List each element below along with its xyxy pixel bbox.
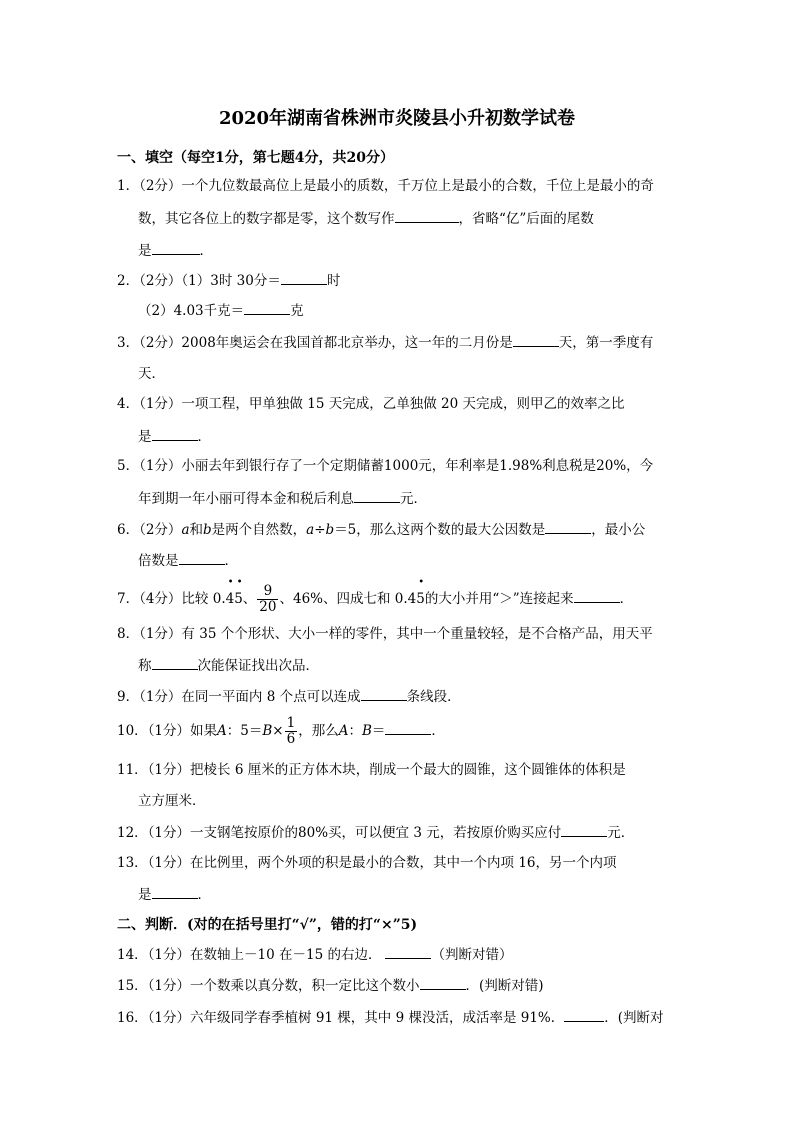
question-number: 13．	[117, 855, 148, 871]
question-number: 11．	[117, 762, 148, 778]
section-heading-true-false: 二、判断．(对的在括号里打“√”，错的打“×”5)	[117, 917, 418, 933]
question-13: 13．（1分）在比例里，两个外项的积是最小的合数，其中一个内项 16，另一个内项	[117, 855, 617, 871]
question-1-line-3: 是 ．	[138, 240, 213, 261]
question-number: 8．	[117, 626, 140, 642]
question-number: 1．	[117, 178, 140, 194]
question-14: 14．（1分）在数轴上－10 在－15 的右边． （判断对错）	[117, 944, 512, 965]
question-5-line-2: 年到期一年小丽可得本金和税后利息 元．	[138, 488, 427, 509]
fraction: $\frac{9}{20}$	[259, 583, 277, 615]
question-12: 12．（1分）一支钢笔按原价的80%买，可以便宜 3 元，若按原价购买应付 元．	[117, 822, 634, 843]
answer-blank	[545, 519, 591, 534]
answer-blank	[244, 300, 290, 315]
answer-blank	[385, 944, 431, 959]
answer-blank	[354, 488, 400, 503]
question-13-line-2: 是 ．	[138, 884, 211, 905]
question-number: 4．	[117, 396, 140, 412]
question-1: 1．（2分）一个九位数最高位上是最小的质数，千万位上是最小的合数，千位上是最小的奇	[117, 178, 654, 194]
question-number: 14．	[117, 947, 148, 963]
answer-blank	[281, 270, 327, 285]
answer-blank	[564, 1007, 604, 1022]
question-number: 10．	[117, 723, 148, 739]
question-3-line-2: 天．	[138, 366, 165, 382]
question-1-line-2: 数，其它各位上的数字都是零，这个数写作 ，省略“亿”后面的尾数	[138, 208, 594, 229]
question-number: 12．	[117, 825, 148, 841]
answer-blank	[179, 550, 225, 565]
question-11-line-2: 立方厘米．	[138, 793, 206, 809]
question-5: 5．（1分）小丽去年到银行存了一个定期储蓄1000元，年利率是1.98%利息税是20%，今	[117, 458, 654, 474]
answer-blank	[385, 720, 431, 735]
question-16: 16．（1分）六年级同学春季植树 91 棵，其中 9 棵没活，成活率是 91%． ．(判断对	[117, 1007, 664, 1028]
question-number: 7．	[117, 591, 140, 607]
question-15: 15．（1分）一个数乘以真分数，积一定比这个数小 ．(判断对错)	[117, 975, 544, 996]
question-number: 6．	[117, 522, 140, 538]
answer-blank	[152, 884, 198, 899]
question-4: 4．（1分）一项工程，甲单独做 15 天完成，乙单独做 20 天完成，则甲乙的效率之比	[117, 396, 625, 412]
question-2: 2．（2分）（1）3时 30分＝ 时	[117, 270, 340, 291]
question-number: 9．	[117, 689, 140, 705]
answer-blank	[574, 588, 620, 603]
question-6: 6．（2分）a和b是两个自然数，a÷b＝5，那么这两个数的最大公因数是 ，最小公	[117, 519, 645, 540]
section-heading-fill-in: 一、填空（每空1分，第七题4分，共20分）	[117, 150, 394, 166]
question-7: 7．（4分）比较 0. • • 45、 $\frac{9}{20}$ 、46%、四成七和 0.4 • 5的大小并用“＞”连接起来 ．	[117, 577, 634, 615]
answer-blank	[395, 208, 459, 223]
answer-blank	[152, 426, 198, 441]
question-11: 11．（1分）把棱长 6 厘米的正方体木块，削成一个最大的圆锥，这个圆锥体的体积是	[117, 762, 626, 778]
question-number: 5．	[117, 458, 140, 474]
fraction: $\frac{1}{6}$	[286, 715, 296, 747]
question-number: 2．	[117, 273, 140, 289]
question-9: 9．（1分）在同一平面内 8 个点可以连成 条线段．	[117, 686, 461, 707]
question-10: 10．（1分）如果A：5＝B× $\frac{1}{6}$ ，那么A：B＝ ．	[117, 715, 445, 747]
repeating-decimal: • • 45	[225, 577, 243, 607]
answer-blank	[420, 975, 466, 990]
answer-blank	[561, 822, 607, 837]
question-3: 3．（2分）2008年奥运会在我国首都北京举办，这一年的二月份是 天，第一季度有	[117, 332, 653, 353]
question-number: 3．	[117, 335, 140, 351]
answer-blank	[513, 332, 559, 347]
question-2-line-2: （2）4.03千克＝ 克	[138, 300, 304, 321]
question-6-line-2: 倍数是 ．	[138, 550, 238, 571]
repeating-decimal: • 5	[416, 577, 425, 607]
answer-blank	[152, 655, 198, 670]
question-4-line-2: 是 ．	[138, 426, 211, 447]
question-8-line-2: 称 次能保证找出次品．	[138, 655, 319, 676]
answer-blank	[152, 240, 200, 255]
question-8: 8．（1分）有 35 个个形状、大小一样的零件，其中一个重量较轻，是不合格产品，用天平	[117, 626, 653, 642]
answer-blank	[361, 686, 407, 701]
question-number: 16．	[117, 1010, 148, 1026]
page-title: 2020年湖南省株洲市炎陵县小升初数学试卷	[218, 108, 576, 129]
question-number: 15．	[117, 978, 148, 994]
